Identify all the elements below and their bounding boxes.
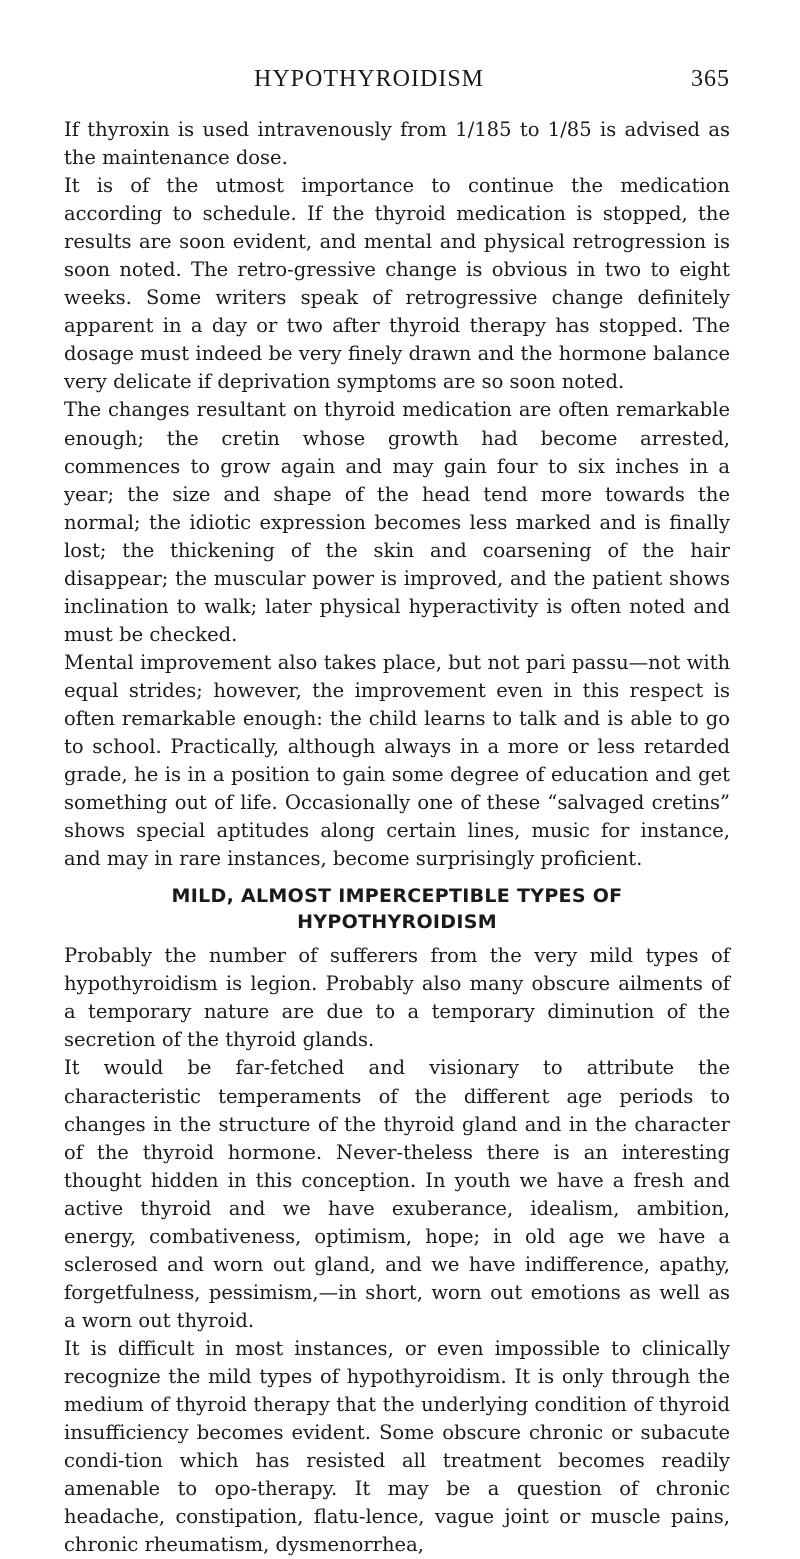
paragraph-age-temperaments: It would be far-fetched and visionary to attribute the characteristic temperaments of the different age periods to changes in the structure of the thyroid gland and in the character of the thyroid hormone. Never-theless there is an interesting thought hidden in this conception. In youth we have a fresh and active thyroid and we have exuberance, idealism, ambition, energy, combativeness, optimism, hope; in old age we have a sclerosed and worn out gland, and we have indifference, apathy, forgetfulness, pessimism,—in short, worn out emotions as well as a worn out thyroid.: [64, 1056, 730, 1332]
running-title: HYPOTHYROIDISM: [254, 66, 485, 92]
paragraph-maintenance-dose: If thyroxin is used intravenously from 1/185 to 1/85 is advised as the maintenance dose.: [64, 118, 730, 170]
paragraph-continue-medication: It is of the utmost importance to continue the medication according to schedule. If the thyroid medication is stopped, the results are soon evident, and mental and physical retrogression is soon noted. The retro-gressive change is obvious in two to eight weeks. Some writers speak of retrogressive change definitely apparent in a day or two after thyroid therapy has stopped. The dosage must indeed be very finely drawn and the hormone balance very delicate if deprivation symptoms are so soon noted.: [64, 174, 730, 394]
section-heading: [64, 883, 730, 935]
paragraph-difficult-recognition: It is difficult in most instances, or even impossible to clinically recognize the mild types of hypothyroidism. It is only through the medium of thyroid therapy that the underlying condition of thyroid insufficiency becomes evident. Some obscure chronic or subacute condi-tion which has resisted all treatment becomes readily amenable to opo-therapy. It may be a question of chronic headache, constipation, flatu-lence, vague joint or muscle pains, chronic rheumatism, dysmenorrhea,: [64, 1336, 730, 1557]
paragraph-mild-types: Probably the number of sufferers from the very mild types of hypothyroidism is legion. Probably also many obscure ailments of a temporary nature are due to a temporary diminution of the secretion of the thyroid glands.: [64, 944, 730, 1052]
paragraph-changes-resultant: The changes resultant on thyroid medication are often remarkable enough; the cretin whose growth had become arrested, commences to grow again and may gain four to six inches in a year; the size and shape of the head tend more towards the normal; the idiotic expression becomes less marked and is finally lost; the thickening of the skin and coarsening of the hair disappear; the muscular power is improved, and the patient shows inclination to walk; later physical hyperactivity is often noted and must be checked.: [64, 398, 730, 646]
paragraph-mental-improvement: Mental improvement also takes place, but not pari passu—not with equal strides; however, the improvement even in this respect is often remarkable enough: the child learns to talk and is able to go to school. Practically, although always in a more or less retarded grade, he is in a position to gain some degree of education and get something out of life. Occasionally one of these “salvaged cretins” shows special aptitudes along certain lines, music for instance, and may in rare instances, become surprisingly proficient.: [64, 650, 730, 871]
section-heading-line-2: HYPOTHYROIDISM: [297, 911, 497, 934]
section-heading-line-1: MILD, ALMOST IMPERCEPTIBLE TYPES OF: [171, 885, 623, 908]
running-head: [64, 66, 730, 96]
page-number: 365: [691, 66, 730, 92]
